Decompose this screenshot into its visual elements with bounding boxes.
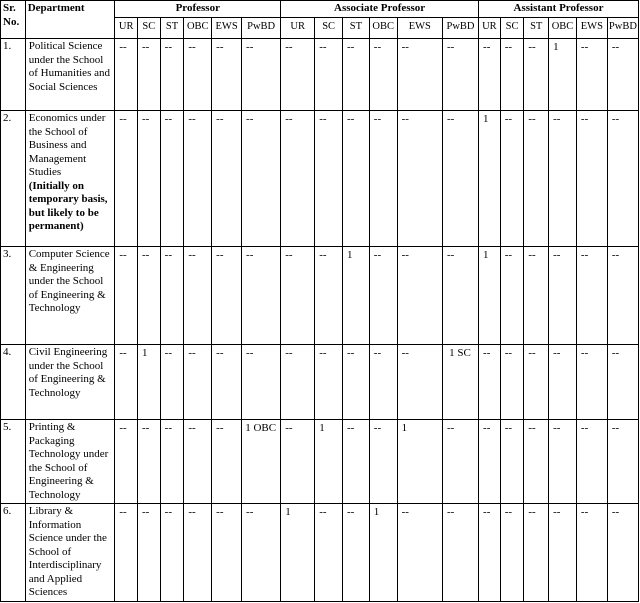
department-name: Library & Information Science under the School of Interdisciplinary and Applied Sciences — [28, 505, 107, 598]
subcol-header: UR — [115, 18, 138, 39]
vacancy-cell: 1 — [281, 504, 315, 602]
vacancy-cell: -- — [343, 39, 370, 111]
vacancy-cell: 1 SC — [442, 345, 478, 420]
subcol-header: OBC — [184, 18, 212, 39]
vacancy-cell: -- — [607, 420, 638, 504]
department-note: (Initially on temporary basis, but likely to be permanent) — [28, 179, 108, 232]
vacancy-cell: -- — [212, 39, 242, 111]
subcol-header: OBC — [549, 18, 577, 39]
vacancy-cell: -- — [576, 111, 607, 247]
subcol-header: ST — [160, 18, 184, 39]
department-cell — [25, 111, 115, 247]
department-name: Computer Science & Engineering under the School of Engineering & Technology — [28, 248, 110, 314]
vacancy-cell: -- — [524, 345, 549, 420]
vacancy-cell: -- — [343, 111, 370, 247]
vacancy-cell: -- — [397, 247, 442, 345]
subcol-header: EWS — [576, 18, 607, 39]
table-row — [1, 247, 639, 345]
vacancy-cell: -- — [397, 345, 442, 420]
vacancy-cell: -- — [524, 504, 549, 602]
vacancy-cell: -- — [281, 247, 315, 345]
vacancy-cell: -- — [160, 504, 184, 602]
vacancy-cell: -- — [281, 111, 315, 247]
vacancy-cell: -- — [369, 345, 397, 420]
vacancy-cell: -- — [576, 504, 607, 602]
vacancy-cell: -- — [315, 504, 343, 602]
vacancy-cell: -- — [160, 345, 184, 420]
vacancy-cell: -- — [115, 111, 138, 247]
vacancy-cell: -- — [479, 504, 501, 602]
vacancy-cell: -- — [442, 504, 478, 602]
vacancy-cell: -- — [524, 247, 549, 345]
vacancy-cell: -- — [184, 504, 212, 602]
vacancy-cell: -- — [397, 504, 442, 602]
vacancy-cell: -- — [442, 247, 478, 345]
department-name: Political Science under the School of Humanities and Social Sciences — [28, 40, 110, 93]
subcol-header: PwBD — [242, 18, 281, 39]
vacancy-cell: -- — [115, 247, 138, 345]
vacancy-cell: -- — [607, 345, 638, 420]
subcol-header: EWS — [212, 18, 242, 39]
vacancy-cell: 1 — [315, 420, 343, 504]
vacancy-cell: -- — [212, 504, 242, 602]
vacancy-cell: -- — [242, 39, 281, 111]
vacancy-cell: -- — [343, 504, 370, 602]
department-cell — [25, 345, 115, 420]
vacancy-cell: -- — [315, 247, 343, 345]
vacancy-cell: -- — [242, 345, 281, 420]
subcol-header: ST — [343, 18, 370, 39]
vacancy-cell: -- — [500, 345, 524, 420]
vacancy-cell: -- — [343, 420, 370, 504]
subcol-header: SC — [138, 18, 161, 39]
vacancy-cell: -- — [212, 247, 242, 345]
table-row — [1, 111, 639, 247]
vacancy-cell: -- — [315, 39, 343, 111]
vacancy-cell: -- — [315, 345, 343, 420]
vacancy-cell: -- — [397, 111, 442, 247]
sr-no-cell: 6. — [1, 504, 26, 602]
table-row — [1, 504, 639, 602]
subcol-header: UR — [281, 18, 315, 39]
department-cell — [25, 420, 115, 504]
vacancy-cell: -- — [160, 420, 184, 504]
department-cell — [25, 39, 115, 111]
vacancy-cell: 1 — [549, 39, 577, 111]
vacancy-cell: -- — [242, 247, 281, 345]
sr-no-cell: 4. — [1, 345, 26, 420]
table-row — [1, 420, 639, 504]
vacancy-cell: -- — [212, 111, 242, 247]
vacancy-cell: -- — [184, 111, 212, 247]
vacancy-cell: -- — [343, 345, 370, 420]
subcol-header: SC — [315, 18, 343, 39]
sr-no-header: Sr. No. — [1, 1, 26, 39]
vacancy-cell: -- — [242, 504, 281, 602]
sr-no-cell: 3. — [1, 247, 26, 345]
vacancy-cell: -- — [369, 247, 397, 345]
vacancy-cell: -- — [549, 247, 577, 345]
vacancy-cell: -- — [607, 39, 638, 111]
assistant-professor-header: Assistant Professor — [479, 1, 639, 18]
vacancy-cell: 1 — [138, 345, 161, 420]
associate-professor-header: Associate Professor — [281, 1, 479, 18]
vacancy-cell: -- — [549, 420, 577, 504]
sr-no-cell: 1. — [1, 39, 26, 111]
vacancy-cell: -- — [500, 111, 524, 247]
vacancy-cell: -- — [115, 504, 138, 602]
vacancy-cell: -- — [115, 345, 138, 420]
vacancy-cell: -- — [212, 420, 242, 504]
department-header: Department — [25, 1, 115, 39]
vacancy-cell: -- — [442, 111, 478, 247]
vacancy-cell: -- — [576, 420, 607, 504]
vacancy-cell: -- — [115, 420, 138, 504]
vacancy-cell: -- — [184, 345, 212, 420]
vacancy-cell: -- — [242, 111, 281, 247]
vacancy-cell: -- — [138, 111, 161, 247]
vacancy-cell: -- — [500, 39, 524, 111]
subcol-header: UR — [479, 18, 501, 39]
professor-header: Professor — [115, 1, 281, 18]
vacancy-cell: -- — [369, 420, 397, 504]
department-cell — [25, 504, 115, 602]
sr-no-cell: 5. — [1, 420, 26, 504]
vacancy-cell: -- — [138, 420, 161, 504]
department-name: Economics under the School of Business and Management Studies — [28, 112, 106, 178]
subcol-header: EWS — [397, 18, 442, 39]
subcol-header: PwBD — [442, 18, 478, 39]
vacancy-cell: -- — [442, 420, 478, 504]
vacancy-cell: -- — [315, 111, 343, 247]
table-row — [1, 39, 639, 111]
vacancy-cell: -- — [138, 247, 161, 345]
vacancy-cell: -- — [607, 504, 638, 602]
vacancy-cell: -- — [479, 345, 501, 420]
vacancy-cell: -- — [442, 39, 478, 111]
sr-no-cell: 2. — [1, 111, 26, 247]
vacancy-cell: -- — [607, 247, 638, 345]
vacancy-cell: 1 — [397, 420, 442, 504]
vacancy-cell: -- — [524, 39, 549, 111]
vacancy-cell: -- — [160, 39, 184, 111]
vacancy-cell: 1 OBC — [242, 420, 281, 504]
vacancy-cell: -- — [549, 111, 577, 247]
vacancy-cell: -- — [524, 111, 549, 247]
vacancy-cell: -- — [369, 39, 397, 111]
vacancy-cell: -- — [160, 247, 184, 345]
vacancy-cell: -- — [184, 247, 212, 345]
vacancy-cell: -- — [549, 345, 577, 420]
vacancy-cell: -- — [281, 420, 315, 504]
vacancy-cell: -- — [549, 504, 577, 602]
vacancy-cell: -- — [479, 39, 501, 111]
vacancy-cell: -- — [115, 39, 138, 111]
vacancy-cell: -- — [281, 345, 315, 420]
vacancy-cell: -- — [138, 39, 161, 111]
department-cell — [25, 247, 115, 345]
vacancy-cell: -- — [212, 345, 242, 420]
vacancy-cell: -- — [397, 39, 442, 111]
vacancy-cell: 1 — [343, 247, 370, 345]
vacancy-cell: -- — [281, 39, 315, 111]
subcol-header: PwBD — [607, 18, 638, 39]
vacancy-cell: -- — [576, 39, 607, 111]
vacancy-cell: -- — [160, 111, 184, 247]
department-name: Printing & Packaging Technology under the School of Engineering & Technology — [28, 421, 109, 501]
vacancy-cell: -- — [184, 420, 212, 504]
vacancy-cell: -- — [500, 420, 524, 504]
vacancy-cell: 1 — [479, 247, 501, 345]
vacancy-cell: 1 — [369, 504, 397, 602]
vacancy-cell: -- — [500, 504, 524, 602]
vacancy-cell: 1 — [479, 111, 501, 247]
vacancy-cell: -- — [369, 111, 397, 247]
vacancy-cell: -- — [576, 247, 607, 345]
table-row — [1, 345, 639, 420]
vacancy-cell: -- — [500, 247, 524, 345]
subcol-header: OBC — [369, 18, 397, 39]
vacancy-cell: -- — [479, 420, 501, 504]
vacancy-cell: -- — [576, 345, 607, 420]
vacancy-cell: -- — [607, 111, 638, 247]
vacancy-cell: -- — [184, 39, 212, 111]
subcol-header: ST — [524, 18, 549, 39]
vacancy-cell: -- — [524, 420, 549, 504]
department-name: Civil Engineering under the School of Engineering & Technology — [28, 346, 108, 399]
vacancy-cell: -- — [138, 504, 161, 602]
subcol-header: SC — [500, 18, 524, 39]
